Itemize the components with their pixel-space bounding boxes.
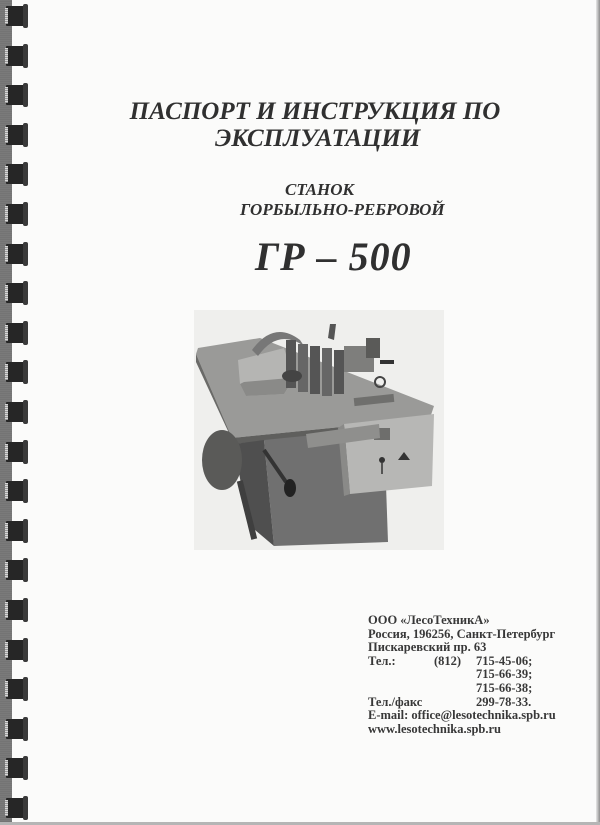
binding-ring-icon: [6, 46, 26, 66]
binding-ring-icon: [6, 758, 26, 778]
document-subtitle-line1: СТАНОК: [285, 180, 355, 199]
fax-label: Тел./факс: [368, 694, 423, 709]
phone-label: Тел.:: [368, 653, 396, 668]
binding-ring-icon: [6, 719, 26, 739]
document-title-line1: ПАСПОРТ И ИНСТРУКЦИЯ ПО: [129, 98, 501, 125]
address-line2: Пискаревский пр. 63: [368, 640, 487, 655]
binding-ring-icon: [6, 481, 26, 501]
phone-number: 715-45-06;: [476, 653, 533, 668]
binding-ring-icon: [6, 323, 26, 343]
binding-ring-icon: [6, 125, 26, 145]
binding-ring-icon: [6, 204, 26, 224]
binding-ring-icon: [6, 164, 26, 184]
fax-number: 299-78-33.: [476, 694, 532, 709]
fax-row: [368, 696, 556, 710]
binding-ring-icon: [6, 600, 26, 620]
phone-row-2: [368, 668, 556, 682]
email-link[interactable]: E-mail: office@lesotechnika.spb.ru: [368, 708, 556, 723]
binding-ring-icon: [6, 640, 26, 660]
document-title-line2: ЭКСПЛУАТАЦИИ: [215, 125, 421, 152]
company-name: ООО «ЛесоТехникА»: [368, 613, 490, 627]
binding-ring-icon: [6, 521, 26, 541]
binding-ring-icon: [6, 244, 26, 264]
website-link[interactable]: www.lesotechnika.spb.ru: [368, 721, 502, 736]
phone-number: 715-66-39;: [476, 667, 533, 682]
phone-row-1: [368, 655, 556, 669]
binding-ring-icon: [6, 442, 26, 462]
machine-photo: [194, 310, 444, 550]
binding-ring-icon: [6, 798, 26, 818]
binding-ring-icon: [6, 402, 26, 422]
address-line1: Россия, 196256, Санкт-Петербург: [368, 626, 556, 641]
phone-area-code: (812): [434, 653, 462, 668]
phone-number: 715-66-38;: [476, 680, 533, 695]
contact-block: [368, 614, 556, 736]
binding-ring-icon: [6, 362, 26, 382]
document-subtitle-line2: ГОРБЫЛЬНО-РЕБРОВОЙ: [240, 200, 445, 219]
phone-row-3: [368, 682, 556, 696]
binding-ring-icon: [6, 560, 26, 580]
sawmill-machine-icon: [194, 310, 444, 550]
binding-ring-icon: [6, 6, 26, 26]
model-name: ГР – 500: [255, 234, 412, 279]
binding-ring-icon: [6, 679, 26, 699]
binding-ring-icon: [6, 283, 26, 303]
